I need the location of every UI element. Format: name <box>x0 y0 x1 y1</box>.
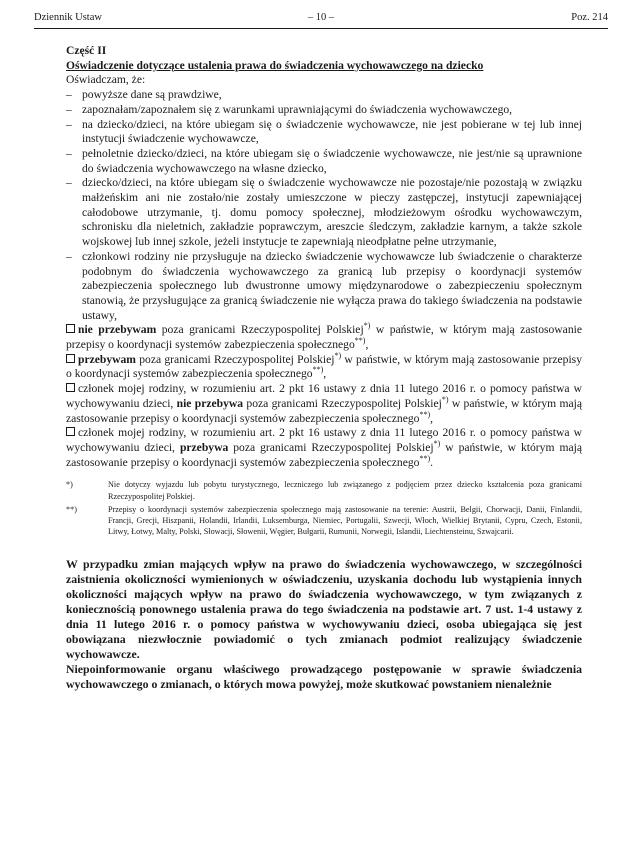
footnote-ref: **) <box>419 409 431 419</box>
declaration-item <box>66 176 582 250</box>
option-key-phrase: przebywam <box>78 352 136 366</box>
footnote <box>66 504 582 538</box>
option-key-phrase: nie przebywam <box>78 323 157 337</box>
page-number: – 10 – <box>307 12 335 23</box>
checkbox[interactable] <box>66 324 75 333</box>
dash-mark: – <box>66 249 72 263</box>
residence-options <box>66 323 582 470</box>
option-end: , <box>430 411 434 425</box>
checkbox[interactable] <box>66 383 75 392</box>
residence-option <box>66 382 582 426</box>
option-text: w państwie, w którym mają zastosowanie przepisy o koordynacji systemów zabezpieczenia społecznego <box>66 396 583 425</box>
journal-name: Dziennik Ustaw <box>34 12 102 23</box>
residence-option <box>66 350 582 382</box>
residence-option <box>66 323 582 352</box>
declaration-text: członkowi rodziny nie przysługuje na dziecko świadczenie wychowawcze lub świadczenie o charakterze podobnym do świadczenia wychowawczego za granicą lub przepisy o koordynacji systemów zabezpieczenia społecznego lub dwustronne umowy międzynarodowe o zabezpieczeniu społecznym stanowią, że przysługujące za granicą świadczenie nie wyłącza prawa do takiego świadczenia na podstawie ustawy, <box>82 249 582 322</box>
position-number: Poz. 214 <box>571 12 608 23</box>
section-title: Oświadczenie dotyczące ustalenia prawa do świadczenia wychowawczego na dziecko <box>66 58 484 72</box>
declaration-item <box>66 147 582 176</box>
footnote <box>66 479 582 501</box>
footnote-ref: **) <box>419 453 431 463</box>
declaration-text: na dziecko/dzieci, na które ubiegam się o świadczenie wychowawcze, nie jest pobierane w tej lub innej instytucji świadczenie wychowawcze, <box>82 117 582 146</box>
declaration-item <box>66 103 582 118</box>
notice-paragraph: W przypadku zmian mających wpływ na prawo do świadczenia wychowawczego, w szczególności zaistnienia okoliczności wymienionych w oświadczeniu, uzyskania dochodu lub wystąpienia innych okoliczności mających wpływ na prawo do świadczenia wychowawczego, w tym związanych z koniecznością ponownego ustalenia prawa do tego świadczenia na podstawie art. 7 ust. 1-4 ustawy z dnia 11 lutego 2016 r. o pomocy państwa w wychowywaniu dzieci, osoba ubiegająca się jest obowiązana niezwłocznie powiadomić o tych zmianach podmiot realizujący świadczenie wychowawcze. <box>66 557 582 661</box>
option-text: poza granicami Rzeczypospolitej Polskiej <box>243 396 442 410</box>
footnote-text: Przepisy o koordynacji systemów zabezpieczenia społecznego mają zastosowanie na terenie: Austrii, Belgii, Chorwacji, Danii, Finlandii, Francji, Grecji, Hiszpanii, Holandii, Irlandii, Luksemburga, Niemiec, Portugalii, Szwecji, Włoch, Wielkiej Brytanii, Cypru, Czech, Estonii, Litwy, Łotwy, Malty, Polski, Słowacji, Słowenii, Węgier, Bułgarii, Rumunii, Norwegii, Islandii, Liechtensteinu, Szwajcarii. <box>108 504 582 537</box>
dash-mark: – <box>66 146 72 160</box>
declaration-text: zapoznałam/zapoznałem się z warunkami uprawniającymi do świadczenia wychowawczego, <box>82 102 513 116</box>
declaration-text: powyższe dane są prawdziwe, <box>82 88 222 102</box>
footnote-ref: **) <box>354 336 366 346</box>
page-header <box>34 12 608 26</box>
option-text: poza granicami Rzeczypospolitej Polskiej <box>135 352 335 366</box>
footnotes <box>66 479 582 537</box>
header-divider <box>34 28 608 29</box>
option-prefix: członek mojej rodziny, w rozumieniu art. 2 pkt 16 ustawy z dnia 11 lutego 2016 r. o pomocy państwa w wychowywaniu dzieci, <box>66 382 582 410</box>
dash-mark: – <box>66 88 72 102</box>
declaration-item <box>66 88 582 103</box>
option-text: w państwie, w którym mają zastosowanie przepisy o koordynacji systemów zabezpieczenia społecznego <box>66 323 582 352</box>
checkbox[interactable] <box>66 354 75 363</box>
option-text: poza granicami Rzeczypospolitej Polskiej <box>228 440 434 454</box>
declaration-text: pełnoletnie dziecko/dzieci, na które ubiegam się o świadczenie wychowawcze, nie jest/nie są uprawnione do świadczenia wychowawczego na własne dziecko, <box>82 146 582 175</box>
footnote-mark: **) <box>66 504 77 514</box>
dash-mark: – <box>66 102 72 116</box>
section-label: Część II <box>66 44 107 57</box>
footnote-ref: *) <box>441 395 449 405</box>
declaration-item <box>66 118 582 147</box>
footnote-mark: *) <box>66 480 73 490</box>
dash-mark: – <box>66 176 72 190</box>
declaration-item <box>66 250 582 324</box>
option-end: , <box>365 338 369 352</box>
option-prefix: członek mojej rodziny, w rozumieniu art. 2 pkt 16 ustawy z dnia 11 lutego 2016 r. o pomocy państwa w wychowywaniu dzieci, <box>66 426 582 454</box>
footnote-text: Nie dotyczy wyjazdu lub pobytu turystycznego, leczniczego lub związanego z podjęciem przez dziecko kształcenia poza granicami Rzeczypospolitej Polskiej. <box>108 480 582 501</box>
option-text: w państwie, w którym mają zastosowanie przepisy o koordynacji systemów zabezpieczenia społecznego <box>66 352 582 381</box>
option-text: w państwie, w którym mają zastosowanie przepisy o koordynacji systemów zabezpieczenia społecznego <box>66 440 582 469</box>
declaration-list <box>66 88 582 323</box>
page-content <box>66 44 582 692</box>
option-key-phrase: nie przebywa <box>176 396 244 410</box>
option-end: . <box>430 455 434 469</box>
option-key-phrase: przebywa <box>179 440 229 454</box>
footnote-ref: *) <box>334 350 342 360</box>
declaration-intro: Oświadczam, że: <box>66 73 146 87</box>
change-notice <box>66 557 582 691</box>
option-text: poza granicami Rzeczypospolitej Polskiej <box>156 323 364 337</box>
footnote-ref: *) <box>433 439 441 449</box>
footnote-ref: *) <box>363 321 371 331</box>
residence-option <box>66 426 582 470</box>
dash-mark: – <box>66 117 72 131</box>
footnote-ref: **) <box>312 365 324 375</box>
checkbox[interactable] <box>66 427 75 436</box>
notice-paragraph: Niepoinformowanie organu właściwego prowadzącego postępowanie w sprawie świadczenia wychowawczego o zmianach, o których mowa powyżej, może skutkować powstaniem nienależnie <box>66 661 582 691</box>
option-end: , <box>323 367 327 381</box>
declaration-text: dziecko/dzieci, na które ubiegam się o świadczenie wychowawcze nie pozostaje/nie pozostają w związku małżeńskim ani nie zostało/nie zostały umieszczone w pieczy zastępczej, instytucji zapewniającej całodobowe utrzymanie, tj. domu pomocy społecznej, młodzieżowym ośrodku wychowawczym, schronisku dla nieletnich, zakładzie poprawczym, areszcie śledczym, zakładzie karnym, a także szkole wojskowej lub innej szkole, jeżeli instytucje te zapewniają nieodpłatne pełne utrzymanie, <box>82 176 582 249</box>
